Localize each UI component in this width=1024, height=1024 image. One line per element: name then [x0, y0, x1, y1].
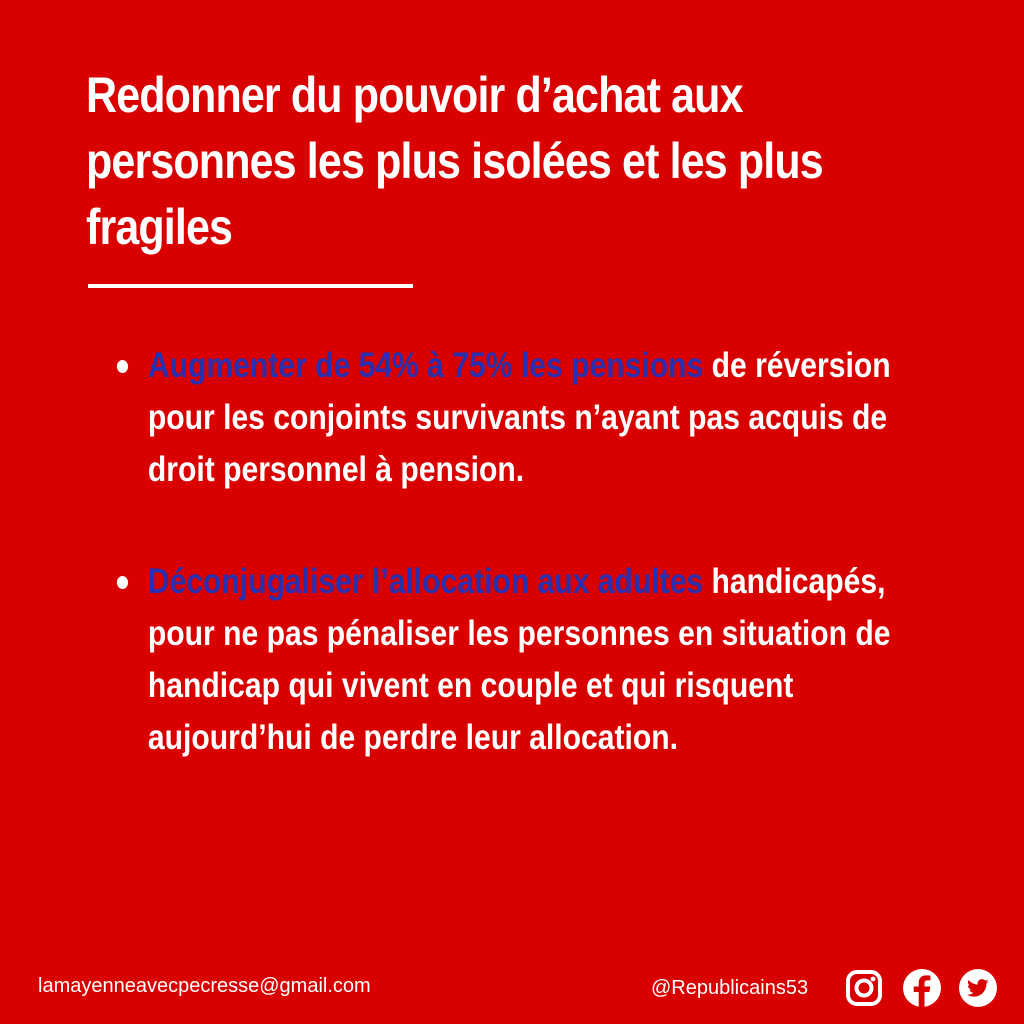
bullet-dot — [117, 576, 128, 589]
instagram-icon[interactable] — [844, 968, 884, 1008]
social-handle[interactable]: @Republicains53 — [651, 977, 809, 999]
page-title: Redonner du pouvoir d’achat aux personnes les plus isolées et les plus fragiles — [86, 67, 823, 255]
contact-email[interactable]: lamayenneavecpecresse@gmail.com — [38, 975, 371, 997]
list-item — [110, 340, 956, 496]
bullet-dot — [117, 360, 128, 373]
bullet-text: handicapés, pour ne pas pénaliser les personnes en situation de handicap qui vivent en couple et qui risquent aujourd’hui de perdre leur allocation. — [147, 562, 891, 757]
bullet-text: de réversion pour les conjoints survivants n’ayant pas acquis de droit personnel à pension. — [147, 346, 891, 489]
bullet-highlight: Augmenter de 54% à 75% les pensions — [147, 346, 704, 385]
twitter-icon[interactable] — [958, 968, 998, 1008]
facebook-icon[interactable] — [902, 968, 942, 1008]
bullet-highlight: Déconjugaliser l’allocation aux adultes — [147, 562, 704, 601]
bullet-list — [110, 340, 1010, 764]
title-divider — [88, 284, 413, 288]
list-item — [110, 556, 956, 764]
